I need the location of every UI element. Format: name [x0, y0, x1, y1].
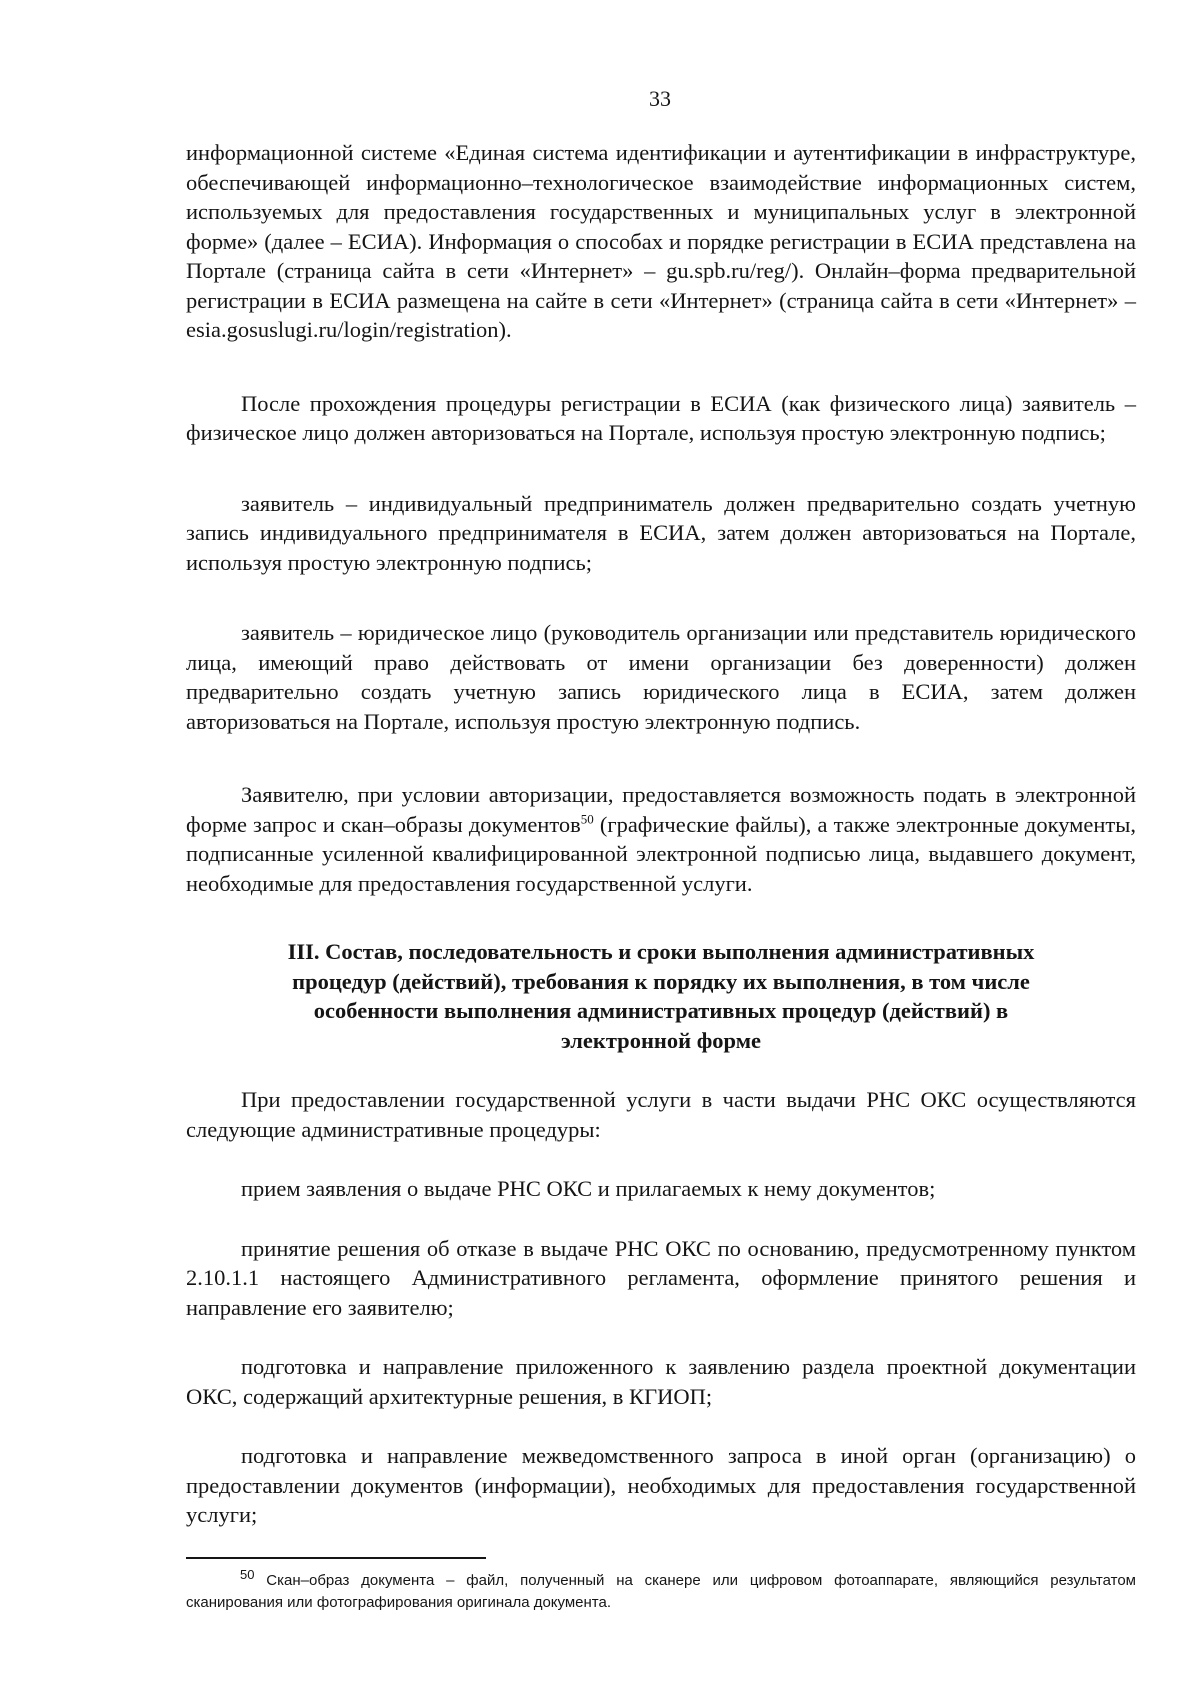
footnote-reference: 50	[580, 811, 594, 826]
section-heading: III. Состав, последовательность и сроки выполнения административных процедур (действий), требования к порядку их выполнения, в том числе особенности выполнения административных процедур (действий) в электронной форме	[287, 939, 1035, 1053]
paragraph-applicant-options-continuation: (графические файлы), а также электронные документы, подписанные усиленной квалифицированной электронной подписью лица, выдавшего документ, необходимые для предоставления государственной услуги.	[186, 811, 1137, 896]
list-item-application-receipt: прием заявления о выдаче РНС ОКС и прилагаемых к нему документов;	[241, 1176, 936, 1201]
paragraph-legal-entity-auth: заявитель – юридическое лицо (руководитель организации или представитель юридического лица, имеющий право действовать от имени организации без доверенности) должен предварительно создать учетную запись юридического лица в ЕСИА, затем должен авторизоваться на Портале, используя простую электронную подпись.	[186, 620, 1136, 734]
footnote-text: Скан–образ документа – файл, полученный на сканере или цифровом фотоаппарате, являющийся результатом сканирования или фотографирования оригинала документа.	[186, 1572, 1136, 1611]
list-item-interagency-request: подготовка и направление межведомственного запроса в иной орган (организацию) о предоставлении документов (информации), необходимых для предоставления государственной услуги;	[186, 1443, 1136, 1527]
page-number: 33	[649, 86, 671, 111]
paragraph-procedures-intro: При предоставлении государственной услуги в части выдачи РНС ОКС осуществляются следующие административные процедуры:	[186, 1087, 1136, 1142]
paragraph-individual-auth: После прохождения процедуры регистрации в ЕСИА (как физического лица) заявитель – физическое лицо должен авторизоваться на Портале, используя простую электронную подпись;	[186, 390, 1136, 445]
footnote-divider	[186, 1557, 486, 1559]
paragraph-applicant-options	[186, 780, 1136, 898]
document-body	[186, 138, 1136, 1530]
footnote	[186, 1567, 1136, 1614]
list-item-kgiop-submission: подготовка и направление приложенного к заявлению раздела проектной документации ОКС, содержащий архитектурные решения, в КГИОП;	[186, 1354, 1136, 1409]
footnote-marker: 50	[240, 1567, 255, 1582]
paragraph-esia-info: информационной системе «Единая система идентификации и аутентификации в инфраструктуре, обеспечивающей информационно–технологическое взаимодействие информационных систем, используемых для предоставления государственных и муниципальных услуг в электронной форме» (далее – ЕСИА). Информация о способах и порядке регистрации в ЕСИА представлена на Портале (страница сайта в сети «Интернет» – gu.spb.ru/reg/). Онлайн–форма предварительной регистрации в ЕСИА размещена на сайте в сети «Интернет» (страница сайта в сети «Интернет» – esia.gosuslugi.ru/login/registration).	[186, 140, 1136, 342]
paragraph-applicant-options-text: Заявителю, при условии авторизации, предоставляется возможность подать в электронной форме запрос и скан–образы документов	[186, 782, 1136, 837]
list-item-refusal-decision: принятие решения об отказе в выдаче РНС ОКС по основанию, предусмотренному пунктом 2.10.1.1 настоящего Административного регламента, оформление принятого решения и направление его заявителю;	[186, 1235, 1136, 1320]
paragraph-entrepreneur-auth: заявитель – индивидуальный предприниматель должен предварительно создать учетную запись индивидуального предпринимателя в ЕСИА, затем должен авторизоваться на Портале, используя простую электронную подпись;	[186, 490, 1136, 575]
